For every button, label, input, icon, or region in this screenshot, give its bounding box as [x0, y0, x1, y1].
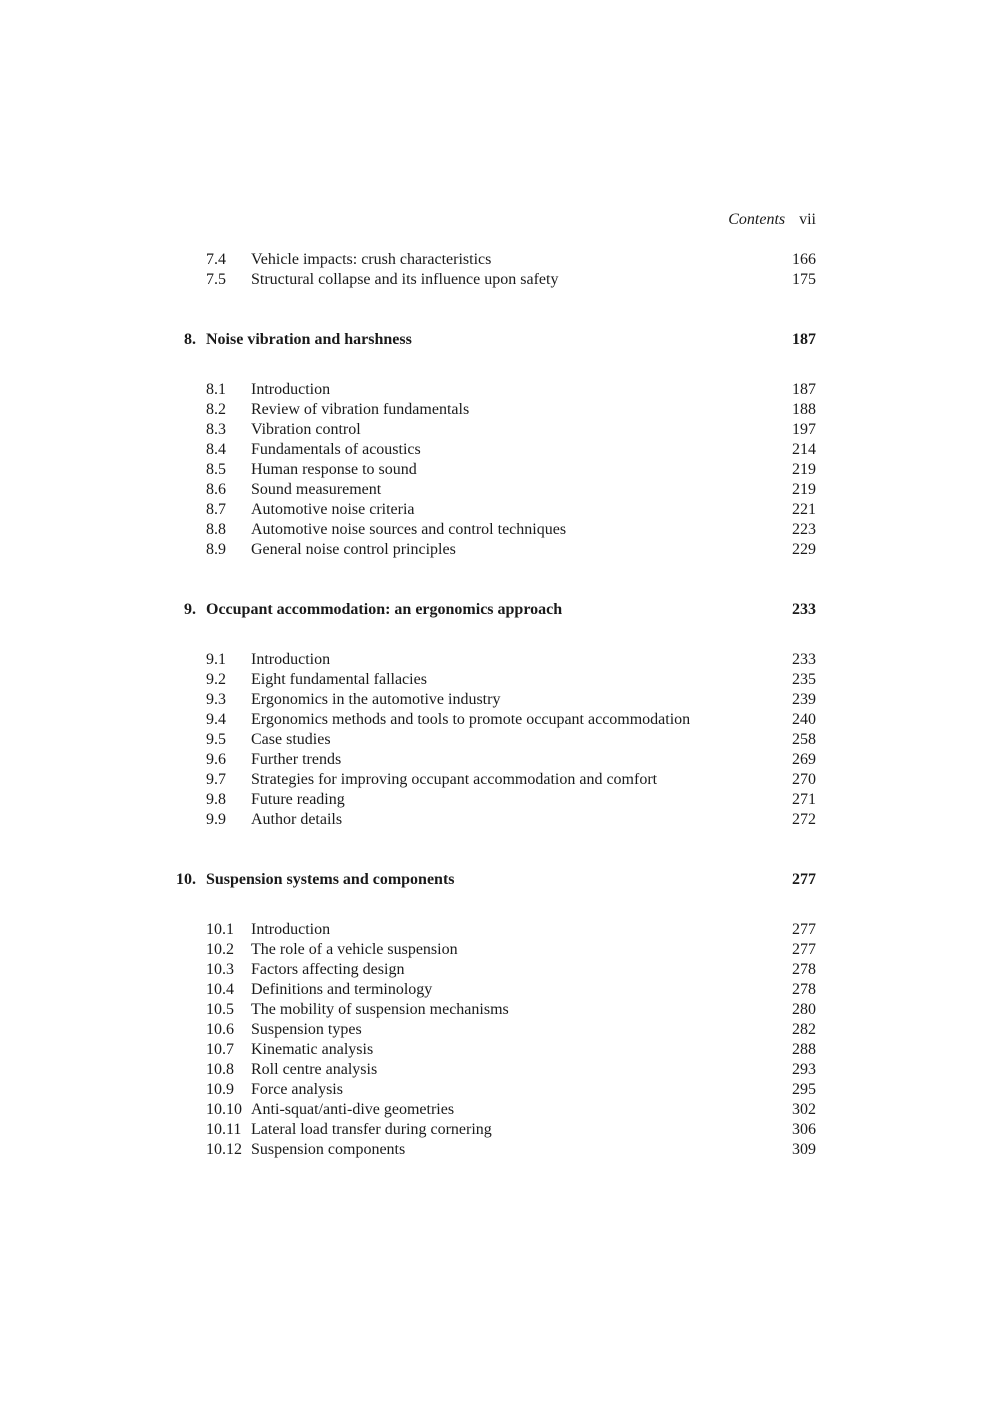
- section-title: Eight fundamental fallacies: [251, 671, 427, 688]
- section-page: 302: [792, 1101, 816, 1118]
- section-number: 8.5: [206, 461, 226, 478]
- section-title: Vehicle impacts: crush characteristics: [251, 251, 492, 268]
- section-number: 10.3: [206, 961, 234, 978]
- section-page: 187: [792, 381, 816, 398]
- toc-entry: [176, 1060, 816, 1080]
- section-title: Author details: [251, 811, 343, 828]
- section-title: Roll centre analysis: [251, 1061, 378, 1078]
- section-page: 269: [792, 751, 816, 768]
- section-title: Human response to sound: [251, 461, 417, 478]
- section-number: 10.10: [206, 1101, 242, 1118]
- section-page: 219: [792, 481, 816, 498]
- section-title: Suspension types: [251, 1021, 362, 1038]
- section-title: Future reading: [251, 791, 345, 808]
- section-title: The role of a vehicle suspension: [251, 941, 458, 958]
- toc-entry: [176, 270, 816, 290]
- section-page: 306: [792, 1121, 816, 1138]
- toc-entry: [176, 500, 816, 520]
- section-number: 9.2: [206, 671, 226, 688]
- toc-entry: [176, 440, 816, 460]
- toc-entry: [176, 750, 816, 770]
- section-number: 10.12: [206, 1141, 242, 1158]
- chapter-number: 8.: [184, 331, 196, 348]
- section-title: Anti-squat/anti-dive geometries: [251, 1101, 455, 1118]
- section-number: 7.5: [206, 271, 226, 288]
- section-title: Force analysis: [251, 1081, 343, 1098]
- toc-entry: [176, 480, 816, 500]
- toc-entry: [176, 1080, 816, 1100]
- toc-entry: [176, 250, 816, 270]
- section-number: 10.5: [206, 1001, 234, 1018]
- chapter-heading: [176, 600, 816, 620]
- toc-entry: [176, 460, 816, 480]
- section-number: 8.6: [206, 481, 226, 498]
- section-page: 270: [792, 771, 816, 788]
- chapter-page: 277: [792, 871, 816, 888]
- toc-entry: [176, 940, 816, 960]
- section-page: 272: [792, 811, 816, 828]
- section-page: 166: [792, 251, 816, 268]
- section-number: 8.4: [206, 441, 226, 458]
- section-number: 8.1: [206, 381, 226, 398]
- section-number: 8.8: [206, 521, 226, 538]
- section-number: 9.8: [206, 791, 226, 808]
- toc-entry: [176, 710, 816, 730]
- toc-entry: [176, 810, 816, 830]
- section-title: The mobility of suspension mechanisms: [251, 1001, 509, 1018]
- toc-entry: [176, 1000, 816, 1020]
- section-page: 221: [792, 501, 816, 518]
- section-number: 9.7: [206, 771, 226, 788]
- section-title: Strategies for improving occupant accommodation and comfort: [251, 771, 658, 788]
- section-title: Review of vibration fundamentals: [251, 401, 470, 418]
- page-number: vii: [799, 211, 816, 228]
- toc-entry: [176, 790, 816, 810]
- section-number: 10.8: [206, 1061, 234, 1078]
- chapter-heading: [176, 870, 816, 890]
- toc-entry: [176, 960, 816, 980]
- section-title: Further trends: [251, 751, 342, 768]
- section-number: 8.2: [206, 401, 226, 418]
- section-number: 8.9: [206, 541, 226, 558]
- section-title: Introduction: [251, 921, 331, 938]
- toc-entry: [176, 770, 816, 790]
- toc-entry: [176, 1140, 816, 1160]
- section-number: 10.6: [206, 1021, 234, 1038]
- toc-entry: [176, 920, 816, 940]
- section-title: Automotive noise sources and control techniques: [251, 521, 567, 538]
- chapter-number: 9.: [184, 601, 196, 618]
- section-page: 288: [792, 1041, 816, 1058]
- section-number: 8.7: [206, 501, 226, 518]
- section-number: 9.6: [206, 751, 226, 768]
- toc-entry: [176, 520, 816, 540]
- section-title: Fundamentals of acoustics: [251, 441, 421, 458]
- section-number: 10.1: [206, 921, 234, 938]
- chapter-title: Suspension systems and components: [206, 871, 455, 888]
- toc-entry: [176, 540, 816, 560]
- section-title: Automotive noise criteria: [251, 501, 415, 518]
- section-page: 277: [792, 921, 816, 938]
- section-number: 10.4: [206, 981, 234, 998]
- section-title: Introduction: [251, 381, 331, 398]
- section-page: 277: [792, 941, 816, 958]
- section-page: 214: [792, 441, 816, 458]
- section-page: 188: [792, 401, 816, 418]
- section-number: 9.4: [206, 711, 226, 728]
- section-page: 280: [792, 1001, 816, 1018]
- chapter-page: 233: [792, 601, 816, 618]
- section-page: 309: [792, 1141, 816, 1158]
- toc-entry: [176, 1040, 816, 1060]
- section-page: 197: [792, 421, 816, 438]
- toc-entry: [176, 690, 816, 710]
- chapter-number: 10.: [176, 871, 196, 888]
- section-page: 229: [792, 541, 816, 558]
- section-page: 175: [792, 271, 816, 288]
- section-number: 10.11: [206, 1121, 242, 1138]
- section-title: General noise control principles: [251, 541, 456, 558]
- section-title: Ergonomics in the automotive industry: [251, 691, 501, 708]
- section-title: Lateral load transfer during cornering: [251, 1121, 492, 1138]
- toc-entry: [176, 420, 816, 440]
- section-title: Case studies: [251, 731, 331, 748]
- toc-entry: [176, 400, 816, 420]
- toc-entry: [176, 1100, 816, 1120]
- section-number: 9.3: [206, 691, 226, 708]
- section-page: 271: [792, 791, 816, 808]
- section-number: 8.3: [206, 421, 226, 438]
- section-page: 239: [792, 691, 816, 708]
- toc-entry: [176, 1120, 816, 1140]
- section-title: Sound measurement: [251, 481, 382, 498]
- running-header: [176, 210, 816, 230]
- section-page: 293: [792, 1061, 816, 1078]
- toc-entry: [176, 1020, 816, 1040]
- contents-page: [176, 210, 816, 1160]
- toc-entry: [176, 670, 816, 690]
- section-page: 223: [792, 521, 816, 538]
- section-number: 10.9: [206, 1081, 234, 1098]
- section-number: 10.7: [206, 1041, 234, 1058]
- chapter-title: Occupant accommodation: an ergonomics approach: [206, 601, 563, 618]
- section-title: Definitions and terminology: [251, 981, 433, 998]
- toc-entry: [176, 980, 816, 1000]
- section-page: 258: [792, 731, 816, 748]
- toc-entry: [176, 380, 816, 400]
- section-title: Introduction: [251, 651, 331, 668]
- toc-entry: [176, 650, 816, 670]
- toc-entry: [176, 730, 816, 750]
- chapter-page: 187: [792, 331, 816, 348]
- section-title: Vibration control: [251, 421, 361, 438]
- section-title: Kinematic analysis: [251, 1041, 374, 1058]
- section-title: Factors affecting design: [251, 961, 405, 978]
- section-number: 9.1: [206, 651, 226, 668]
- section-number: 9.5: [206, 731, 226, 748]
- section-page: 233: [792, 651, 816, 668]
- section-title: Structural collapse and its influence upon safety: [251, 271, 559, 288]
- section-page: 278: [792, 961, 816, 978]
- section-page: 235: [792, 671, 816, 688]
- section-number: 10.2: [206, 941, 234, 958]
- section-number: 9.9: [206, 811, 226, 828]
- section-page: 240: [792, 711, 816, 728]
- section-page: 295: [792, 1081, 816, 1098]
- section-page: 282: [792, 1021, 816, 1038]
- chapter-title: Noise vibration and harshness: [206, 331, 412, 348]
- section-page: 219: [792, 461, 816, 478]
- section-number: 7.4: [206, 251, 226, 268]
- section-title: Ergonomics methods and tools to promote occupant accommodation: [251, 711, 691, 728]
- running-title: Contents: [728, 211, 786, 228]
- toc-list: [176, 250, 816, 1160]
- section-page: 278: [792, 981, 816, 998]
- section-title: Suspension components: [251, 1141, 406, 1158]
- chapter-heading: [176, 330, 816, 350]
